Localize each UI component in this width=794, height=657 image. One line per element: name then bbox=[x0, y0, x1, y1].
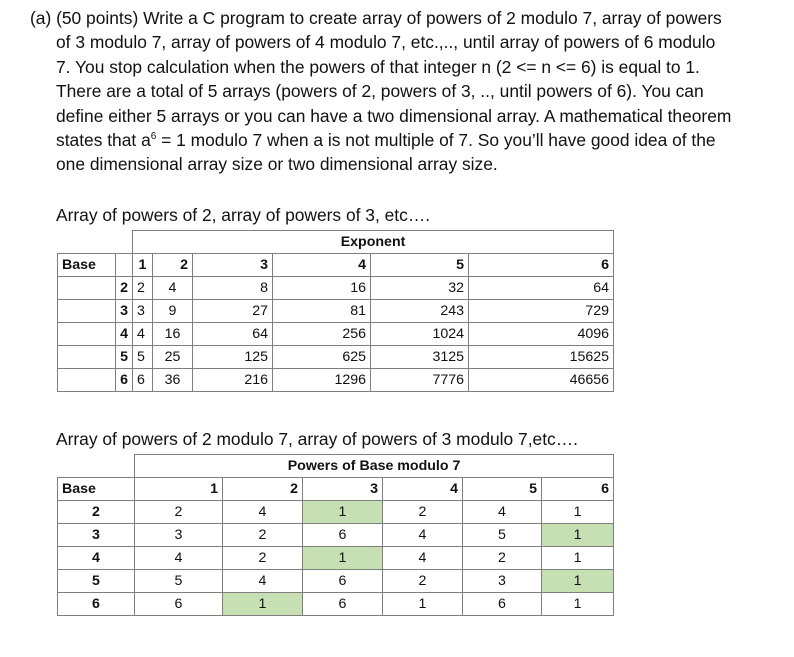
modulo-value: 3 bbox=[463, 570, 542, 593]
modulo-value: 2 bbox=[223, 524, 303, 547]
problem-line: (a) (50 points) Write a C program to create array of powers of 2 modulo 7, array of powers bbox=[30, 8, 722, 28]
modulo-value: 4 bbox=[223, 501, 303, 524]
problem-line: There are a total of 5 arrays (powers of 2, powers of 3, .., until powers of 6). You can bbox=[56, 81, 704, 102]
modulo-value-one-highlight: 1 bbox=[303, 501, 383, 524]
problem-statement bbox=[30, 6, 780, 177]
table-row bbox=[58, 547, 614, 570]
power-value: 125 bbox=[193, 346, 273, 369]
modulo-value-one-highlight: 1 bbox=[542, 524, 614, 547]
base-spacer-cell bbox=[58, 346, 116, 369]
power-value: 4 bbox=[153, 277, 193, 300]
table2-caption: Array of powers of 2 modulo 7, array of powers of 3 modulo 7,etc…. bbox=[56, 429, 578, 449]
modulo-value: 5 bbox=[135, 570, 223, 593]
power-value: 16 bbox=[153, 323, 193, 346]
exponent-col-header: 6 bbox=[469, 254, 614, 277]
table-row bbox=[58, 323, 614, 346]
theorem-text-pre: states that a bbox=[56, 130, 151, 151]
problem-line: one dimensional array size or two dimensional array size. bbox=[56, 154, 498, 175]
power-value: 729 bbox=[469, 300, 614, 323]
exponent-superscript: 6 bbox=[150, 131, 157, 143]
base-value: 5 bbox=[116, 346, 133, 369]
exponent-header: Exponent bbox=[133, 231, 614, 254]
modulo-value: 2 bbox=[135, 501, 223, 524]
exponent-col-header: 6 bbox=[542, 478, 614, 501]
base-value: 2 bbox=[116, 277, 133, 300]
modulo-value: 4 bbox=[223, 570, 303, 593]
power-value: 32 bbox=[371, 277, 469, 300]
table-row bbox=[58, 593, 614, 616]
power-value: 16 bbox=[273, 277, 371, 300]
power-value: 256 bbox=[273, 323, 371, 346]
power-value: 4 bbox=[133, 323, 153, 346]
exponent-col-header: 5 bbox=[463, 478, 542, 501]
powers-modulo-header: Powers of Base modulo 7 bbox=[135, 455, 614, 478]
exponent-col-header: 4 bbox=[383, 478, 463, 501]
power-value: 625 bbox=[273, 346, 371, 369]
base-value: 4 bbox=[58, 547, 135, 570]
power-value: 81 bbox=[273, 300, 371, 323]
base-spacer-cell bbox=[58, 277, 116, 300]
base-value: 5 bbox=[58, 570, 135, 593]
power-value: 3125 bbox=[371, 346, 469, 369]
power-value: 46656 bbox=[469, 369, 614, 392]
power-value: 64 bbox=[193, 323, 273, 346]
modulo-value: 6 bbox=[303, 593, 383, 616]
power-value: 1296 bbox=[273, 369, 371, 392]
power-value: 15625 bbox=[469, 346, 614, 369]
modulo-value: 3 bbox=[135, 524, 223, 547]
table-row bbox=[58, 300, 614, 323]
modulo-value-one-highlight: 1 bbox=[542, 570, 614, 593]
base-label: Base bbox=[58, 478, 135, 501]
modulo-value: 4 bbox=[383, 547, 463, 570]
power-value: 216 bbox=[193, 369, 273, 392]
exponent-col-header: 1 bbox=[133, 254, 153, 277]
theorem-text-post: = 1 modulo 7 when a is not multiple of 7. So you’ll have good idea of the bbox=[156, 130, 716, 151]
base-value: 6 bbox=[58, 593, 135, 616]
modulo-value: 2 bbox=[223, 547, 303, 570]
power-value: 36 bbox=[153, 369, 193, 392]
base-value: 2 bbox=[58, 501, 135, 524]
powers-table bbox=[57, 230, 614, 392]
base-spacer-cell bbox=[58, 323, 116, 346]
modulo-value: 1 bbox=[383, 593, 463, 616]
power-value: 8 bbox=[193, 277, 273, 300]
modulo-value: 2 bbox=[383, 570, 463, 593]
modulo-value: 6 bbox=[463, 593, 542, 616]
exponent-col-header: 5 bbox=[371, 254, 469, 277]
base-label: Base bbox=[58, 254, 116, 277]
powers-modulo-table bbox=[57, 454, 614, 616]
modulo-value: 6 bbox=[303, 524, 383, 547]
base-value: 6 bbox=[116, 369, 133, 392]
modulo-value: 6 bbox=[135, 593, 223, 616]
problem-line bbox=[30, 128, 780, 152]
modulo-value: 4 bbox=[383, 524, 463, 547]
power-value: 5 bbox=[133, 346, 153, 369]
power-value: 1024 bbox=[371, 323, 469, 346]
exponent-col-header: 1 bbox=[135, 478, 223, 501]
power-value: 243 bbox=[371, 300, 469, 323]
power-value: 4096 bbox=[469, 323, 614, 346]
modulo-value: 5 bbox=[463, 524, 542, 547]
base-spacer-cell bbox=[58, 369, 116, 392]
exponent-col-header: 2 bbox=[223, 478, 303, 501]
power-value: 6 bbox=[133, 369, 153, 392]
exponent-col-header: 3 bbox=[303, 478, 383, 501]
modulo-value: 4 bbox=[463, 501, 542, 524]
exponent-col-header: 2 bbox=[153, 254, 193, 277]
modulo-value-one-highlight: 1 bbox=[223, 593, 303, 616]
power-value: 25 bbox=[153, 346, 193, 369]
power-value: 2 bbox=[133, 277, 153, 300]
base-spacer-cell bbox=[58, 300, 116, 323]
modulo-value: 1 bbox=[542, 501, 614, 524]
table-row bbox=[58, 277, 614, 300]
base-value: 3 bbox=[116, 300, 133, 323]
modulo-value: 1 bbox=[542, 593, 614, 616]
table-row bbox=[58, 501, 614, 524]
modulo-value: 1 bbox=[542, 547, 614, 570]
table-row bbox=[58, 570, 614, 593]
base-value: 3 bbox=[58, 524, 135, 547]
problem-line: define either 5 arrays or you can have a two dimensional array. A mathematical theorem bbox=[56, 105, 732, 126]
table1-caption: Array of powers of 2, array of powers of 3, etc…. bbox=[56, 205, 431, 225]
problem-line: 7. You stop calculation when the powers of that integer n (2 <= n <= 6) is equal to 1. bbox=[56, 56, 700, 77]
exponent-col-header: 3 bbox=[193, 254, 273, 277]
base-value: 4 bbox=[116, 323, 133, 346]
table-row bbox=[58, 346, 614, 369]
modulo-value: 2 bbox=[383, 501, 463, 524]
power-value: 3 bbox=[133, 300, 153, 323]
modulo-value-one-highlight: 1 bbox=[303, 547, 383, 570]
table-row bbox=[58, 524, 614, 547]
modulo-value: 2 bbox=[463, 547, 542, 570]
exponent-col-header: 4 bbox=[273, 254, 371, 277]
power-value: 27 bbox=[193, 300, 273, 323]
power-value: 9 bbox=[153, 300, 193, 323]
power-value: 64 bbox=[469, 277, 614, 300]
problem-line: of 3 modulo 7, array of powers of 4 modulo 7, etc.,.., until array of powers of 6 modulo bbox=[56, 32, 716, 53]
table-row bbox=[58, 369, 614, 392]
power-value: 7776 bbox=[371, 369, 469, 392]
modulo-value: 4 bbox=[135, 547, 223, 570]
modulo-value: 6 bbox=[303, 570, 383, 593]
